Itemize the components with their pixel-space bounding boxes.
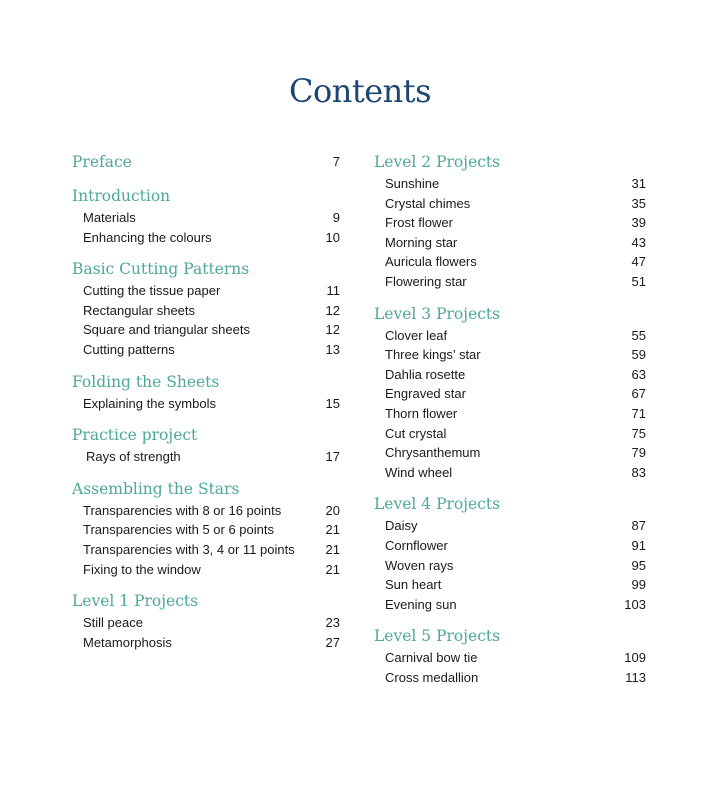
toc-entry bbox=[374, 174, 646, 194]
toc-section-level-4-projects bbox=[374, 492, 646, 614]
page-title: Contents bbox=[288, 72, 432, 110]
entry-label: Still peace bbox=[83, 615, 143, 631]
section-heading-label: Introduction bbox=[72, 187, 171, 205]
entry-page-number: 109 bbox=[624, 650, 646, 666]
entry-page-number: 51 bbox=[631, 273, 646, 289]
toc-entry bbox=[72, 501, 340, 521]
toc-section-assembling-the-stars bbox=[72, 477, 340, 579]
entry-label: Transparencies with 8 or 16 points bbox=[83, 502, 282, 518]
section-heading-label: Level 1 Projects bbox=[72, 592, 199, 611]
entry-page-number: 21 bbox=[325, 522, 340, 538]
entry-label: Cross medallion bbox=[385, 669, 479, 685]
toc-entry bbox=[72, 340, 340, 360]
entry-label: Metamorphosis bbox=[83, 634, 172, 650]
entry-page-number: 17 bbox=[325, 449, 340, 465]
entry-label: Cutting the tissue paper bbox=[83, 283, 221, 299]
entry-page-number: 15 bbox=[325, 395, 340, 411]
toc-entry bbox=[72, 281, 340, 301]
entry-label: Clover leaf bbox=[385, 327, 448, 343]
entry-label: Sun heart bbox=[385, 577, 442, 593]
section-heading bbox=[72, 589, 340, 613]
entry-page-number: 87 bbox=[631, 518, 646, 534]
entry-label: Rays of strength bbox=[86, 449, 181, 465]
section-heading bbox=[72, 370, 340, 394]
toc-entry bbox=[374, 575, 646, 595]
section-heading-label: Preface bbox=[72, 153, 132, 171]
entry-page-number: 79 bbox=[631, 445, 646, 461]
entry-page-number: 103 bbox=[624, 596, 646, 612]
toc-entry bbox=[72, 208, 340, 228]
toc-entry bbox=[72, 394, 340, 414]
entry-label: Cornflower bbox=[385, 537, 448, 553]
entry-label: Fixing to the window bbox=[83, 561, 201, 577]
section-heading bbox=[374, 492, 646, 516]
entry-page-number: 23 bbox=[325, 615, 340, 631]
section-heading bbox=[72, 257, 340, 281]
entry-page-number: 39 bbox=[631, 215, 646, 231]
toc-section-level-5-projects bbox=[374, 624, 646, 687]
entry-page-number: 113 bbox=[625, 669, 646, 685]
entry-page-number: 43 bbox=[631, 234, 646, 250]
toc-entry bbox=[374, 668, 646, 688]
entry-label: Materials bbox=[83, 210, 136, 225]
entry-page-number: 95 bbox=[631, 557, 646, 573]
toc-entry bbox=[72, 320, 340, 340]
section-heading-label: Practice project bbox=[72, 426, 198, 445]
toc-entry bbox=[374, 213, 646, 233]
entry-label: Enhancing the colours bbox=[83, 229, 212, 245]
entry-page-number: 11 bbox=[326, 283, 340, 299]
entry-label: Chrysanthemum bbox=[385, 445, 481, 461]
toc-entry bbox=[374, 326, 646, 346]
section-heading-label: Folding the Sheets bbox=[72, 372, 220, 391]
section-heading-label: Level 2 Projects bbox=[374, 153, 501, 171]
entry-page-number: 12 bbox=[325, 302, 340, 318]
section-heading-label: Level 3 Projects bbox=[374, 304, 501, 323]
toc-section-practice-project bbox=[72, 423, 340, 467]
entry-label: Morning star bbox=[385, 234, 458, 250]
toc-section-introduction bbox=[72, 184, 340, 247]
toc-entry bbox=[374, 648, 646, 668]
entry-label: Auricula flowers bbox=[385, 254, 477, 270]
entry-label: Cutting patterns bbox=[83, 341, 175, 357]
section-heading-label: Assembling the Stars bbox=[72, 479, 240, 498]
toc-entry bbox=[374, 463, 646, 483]
entry-page-number: 31 bbox=[631, 176, 646, 191]
entry-label: Engraved star bbox=[385, 386, 466, 402]
entry-page-number: 55 bbox=[631, 327, 646, 343]
section-heading bbox=[374, 624, 646, 648]
entry-label: Wind wheel bbox=[385, 464, 453, 480]
entry-page-number: 47 bbox=[631, 254, 646, 270]
entry-page-number: 59 bbox=[631, 347, 646, 363]
toc-entry bbox=[374, 233, 646, 253]
left-column bbox=[72, 150, 340, 662]
entry-label: Rectangular sheets bbox=[83, 302, 196, 318]
toc-section-level-3-projects bbox=[374, 302, 646, 483]
section-heading bbox=[72, 150, 340, 174]
section-heading-label: Level 4 Projects bbox=[374, 495, 501, 514]
entry-label: Three kings’ star bbox=[385, 347, 481, 363]
toc-entry bbox=[374, 443, 646, 463]
toc-entry bbox=[72, 560, 340, 580]
toc-section-folding-the-sheets bbox=[72, 370, 340, 414]
toc-entry bbox=[72, 633, 340, 653]
entry-page-number: 10 bbox=[325, 229, 340, 245]
entry-page-number: 9 bbox=[332, 210, 340, 225]
section-heading-label: Basic Cutting Patterns bbox=[72, 260, 250, 279]
toc-entry bbox=[72, 301, 340, 321]
toc-entry bbox=[72, 520, 340, 540]
entry-page-number: 75 bbox=[631, 425, 646, 441]
toc-section-basic-cutting-patterns bbox=[72, 257, 340, 359]
entry-label: Dahlia rosette bbox=[385, 366, 466, 382]
entry-label: Square and triangular sheets bbox=[83, 322, 250, 338]
toc-entry bbox=[72, 540, 340, 560]
entry-label: Woven rays bbox=[385, 557, 454, 573]
toc-entry bbox=[374, 194, 646, 214]
entry-label: Cut crystal bbox=[385, 425, 447, 441]
toc-entry bbox=[374, 556, 646, 576]
entry-label: Frost flower bbox=[385, 215, 453, 231]
section-heading-label: Level 5 Projects bbox=[374, 627, 501, 646]
entry-label: Carnival bow tie bbox=[385, 650, 478, 666]
entry-label: Daisy bbox=[385, 518, 418, 534]
entry-page-number: 21 bbox=[325, 541, 340, 557]
toc-entry bbox=[374, 384, 646, 404]
toc-entry bbox=[72, 447, 340, 467]
toc-entry bbox=[374, 345, 646, 365]
section-heading bbox=[72, 477, 340, 501]
entry-label: Sunshine bbox=[385, 176, 440, 191]
section-heading bbox=[72, 184, 340, 208]
entry-page-number: 20 bbox=[325, 502, 340, 518]
section-heading bbox=[72, 423, 340, 447]
entry-label: Evening sun bbox=[385, 596, 457, 612]
entry-page-number: 27 bbox=[325, 634, 340, 650]
entry-label: Transparencies with 5 or 6 points bbox=[83, 522, 275, 538]
entry-page-number: 91 bbox=[631, 537, 646, 553]
entry-label: Explaining the symbols bbox=[83, 395, 216, 411]
entry-label: Crystal chimes bbox=[385, 195, 471, 211]
entry-page-number: 21 bbox=[325, 561, 340, 577]
toc-section-level-1-projects bbox=[72, 589, 340, 652]
toc-entry bbox=[374, 536, 646, 556]
toc-entry bbox=[374, 424, 646, 444]
entry-page-number: 35 bbox=[631, 195, 646, 211]
toc-entry bbox=[374, 404, 646, 424]
entry-page-number: 71 bbox=[631, 405, 646, 421]
entry-page-number: 83 bbox=[631, 464, 646, 480]
entry-page-number: 99 bbox=[631, 577, 646, 593]
entry-page-number: 67 bbox=[631, 386, 646, 402]
toc-entry bbox=[72, 228, 340, 248]
entry-page-number: 13 bbox=[325, 341, 340, 357]
section-heading bbox=[374, 150, 646, 174]
toc-entry bbox=[374, 516, 646, 536]
section-page-number: 7 bbox=[332, 154, 340, 169]
entry-page-number: 12 bbox=[325, 322, 340, 338]
entry-label: Thorn flower bbox=[385, 405, 458, 421]
toc-section-preface bbox=[72, 150, 340, 174]
entry-label: Transparencies with 3, 4 or 11 points bbox=[83, 541, 295, 557]
section-heading bbox=[374, 302, 646, 326]
right-column bbox=[374, 150, 646, 697]
toc-entry bbox=[374, 595, 646, 615]
toc-entry bbox=[72, 613, 340, 633]
toc-entry bbox=[374, 252, 646, 272]
toc-section-level-2-projects bbox=[374, 150, 646, 292]
entry-page-number: 63 bbox=[631, 366, 646, 382]
toc-entry bbox=[374, 365, 646, 385]
entry-label: Flowering star bbox=[385, 273, 467, 289]
toc-entry bbox=[374, 272, 646, 292]
